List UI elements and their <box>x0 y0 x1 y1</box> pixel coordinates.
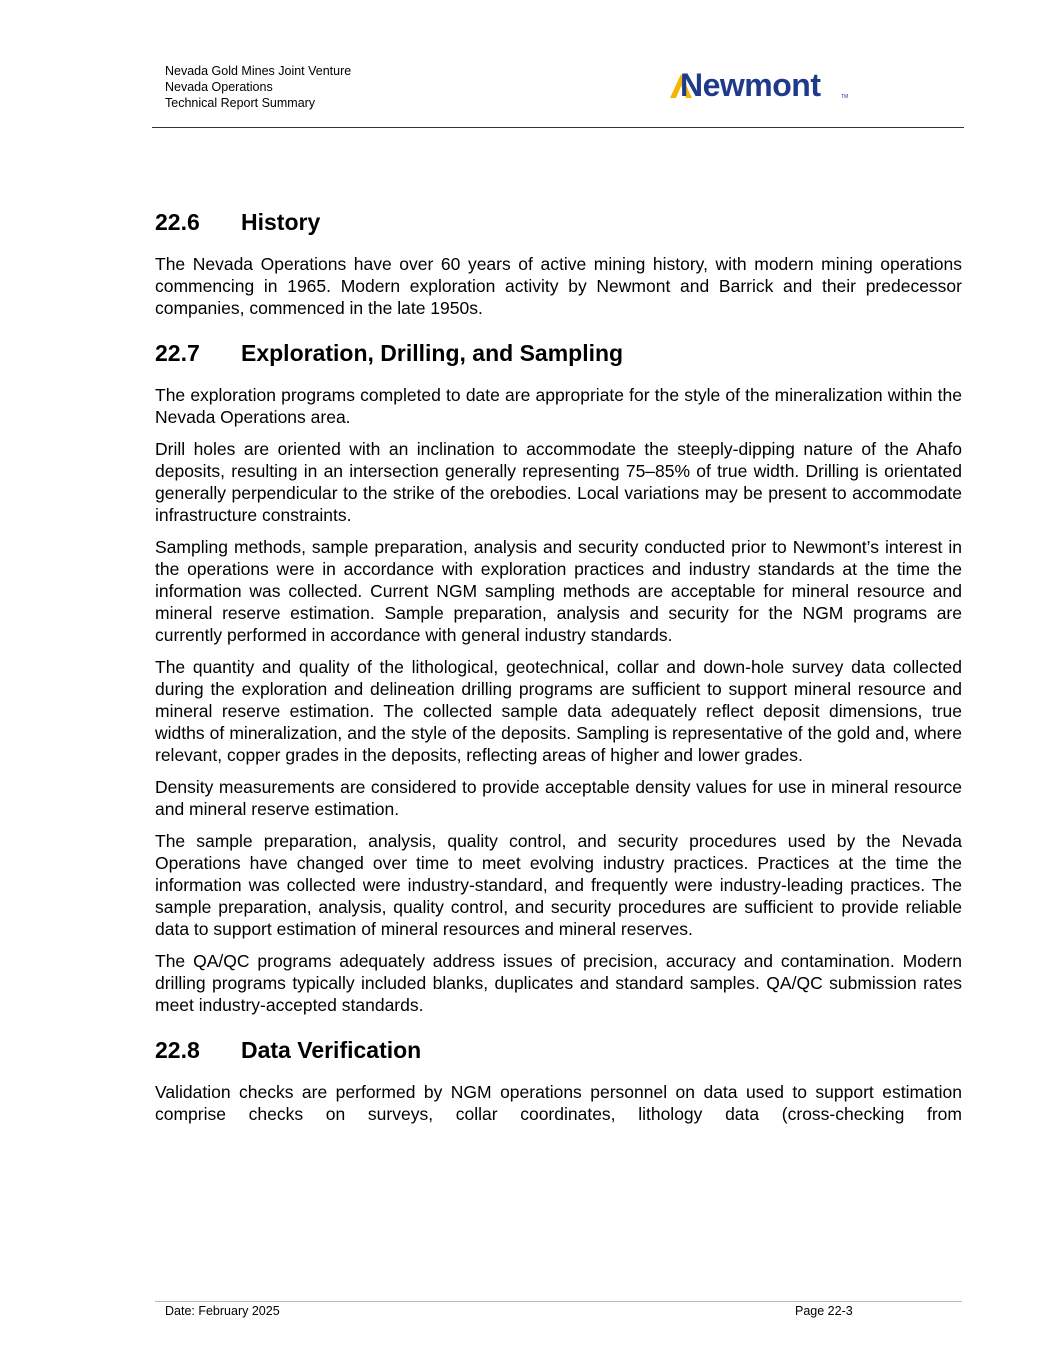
paragraph: Drill holes are oriented with an inclination to accommodate the steeply-dipping nature of the Ahafo deposits, resulting in an intersection generally representing 75–85% of true width. Drilling is orientated generally perpendicular to the strike of the orebodies. Local variations may be present to accommodate infrastructure constraints. <box>155 439 962 525</box>
header-line-company: Nevada Gold Mines Joint Venture <box>165 64 352 78</box>
logo-trademark: TM <box>841 94 849 100</box>
footer-page-number: Page 22-3 <box>795 1304 853 1318</box>
paragraph: Density measurements are considered to provide acceptable density values for use in mineral resource and mineral reserve estimation. <box>155 777 962 819</box>
section-heading <box>155 337 962 369</box>
section-number: 22.6 <box>155 209 200 235</box>
paragraph: Validation checks are performed by NGM operations personnel on data used to support estimation comprise checks on surveys, collar coordinates, lithology data (cross-checking from <box>155 1082 962 1124</box>
section-title: Exploration, Drilling, and Sampling <box>241 340 624 366</box>
logo-wordmark: Newmont <box>680 68 821 103</box>
section-number: 22.8 <box>155 1037 200 1063</box>
section-heading <box>155 206 962 238</box>
header-text-block <box>165 63 351 111</box>
footer-date: Date: February 2025 <box>165 1304 280 1318</box>
paragraph: The sample preparation, analysis, quality control, and security procedures used by the Nevada Operations have changed over time to meet evolving industry practices. Practices at the time the information was collected were industry-standard, and frequently were industry-leading practices. The sample preparation, analysis, quality control, and security procedures are sufficient to provide reliable data to support estimation of mineral resources and mineral reserves. <box>155 831 962 939</box>
paragraph: The Nevada Operations have over 60 years of active mining history, with modern mining operations commencing in 1965. Modern exploration activity by Newmont and Barrick and their predecessor companies, commenced in the late 1950s. <box>155 254 962 318</box>
section-heading <box>155 1034 962 1066</box>
paragraph: The QA/QC programs adequately address issues of precision, accuracy and contamination. Modern drilling programs typically included blanks, duplicates and standard samples. QA/QC submission rates meet industry-accepted standards. <box>155 951 962 1015</box>
header-line-operation: Nevada Operations <box>165 80 273 94</box>
section-data-verification <box>155 1034 962 1125</box>
section-number: 22.7 <box>155 340 200 366</box>
header-divider <box>152 127 964 128</box>
section-exploration-drilling-sampling <box>155 337 962 1016</box>
paragraph: The quantity and quality of the lithological, geotechnical, collar and down-hole survey data collected during the exploration and delineation drilling programs are sufficient to support mineral resource and mineral reserve estimation. The collected sample data adequately reflect deposit dimensions, true widths of mineralization, and the style of the deposits. Sampling is representative of the gold and, where relevant, copper grades in the deposits, reflecting areas of higher and lower grades. <box>155 657 962 765</box>
section-title: Data Verification <box>241 1037 422 1063</box>
section-title: History <box>241 209 321 235</box>
page-body <box>155 206 962 1125</box>
section-history <box>155 206 962 319</box>
header-line-report-type: Technical Report Summary <box>165 96 316 110</box>
footer-divider <box>155 1301 962 1302</box>
paragraph: Sampling methods, sample preparation, analysis and security conducted prior to Newmont’s interest in the operations were in accordance with exploration practices and industry standards at the time the information was collected. Current NGM sampling methods are acceptable for mineral resource and mineral reserve estimation. Sample preparation, analysis and security for the NGM programs are currently performed in accordance with general industry standards. <box>155 537 962 645</box>
newmont-logo <box>670 68 860 108</box>
paragraph: The exploration programs completed to date are appropriate for the style of the mineralization within the Nevada Operations area. <box>155 385 962 427</box>
